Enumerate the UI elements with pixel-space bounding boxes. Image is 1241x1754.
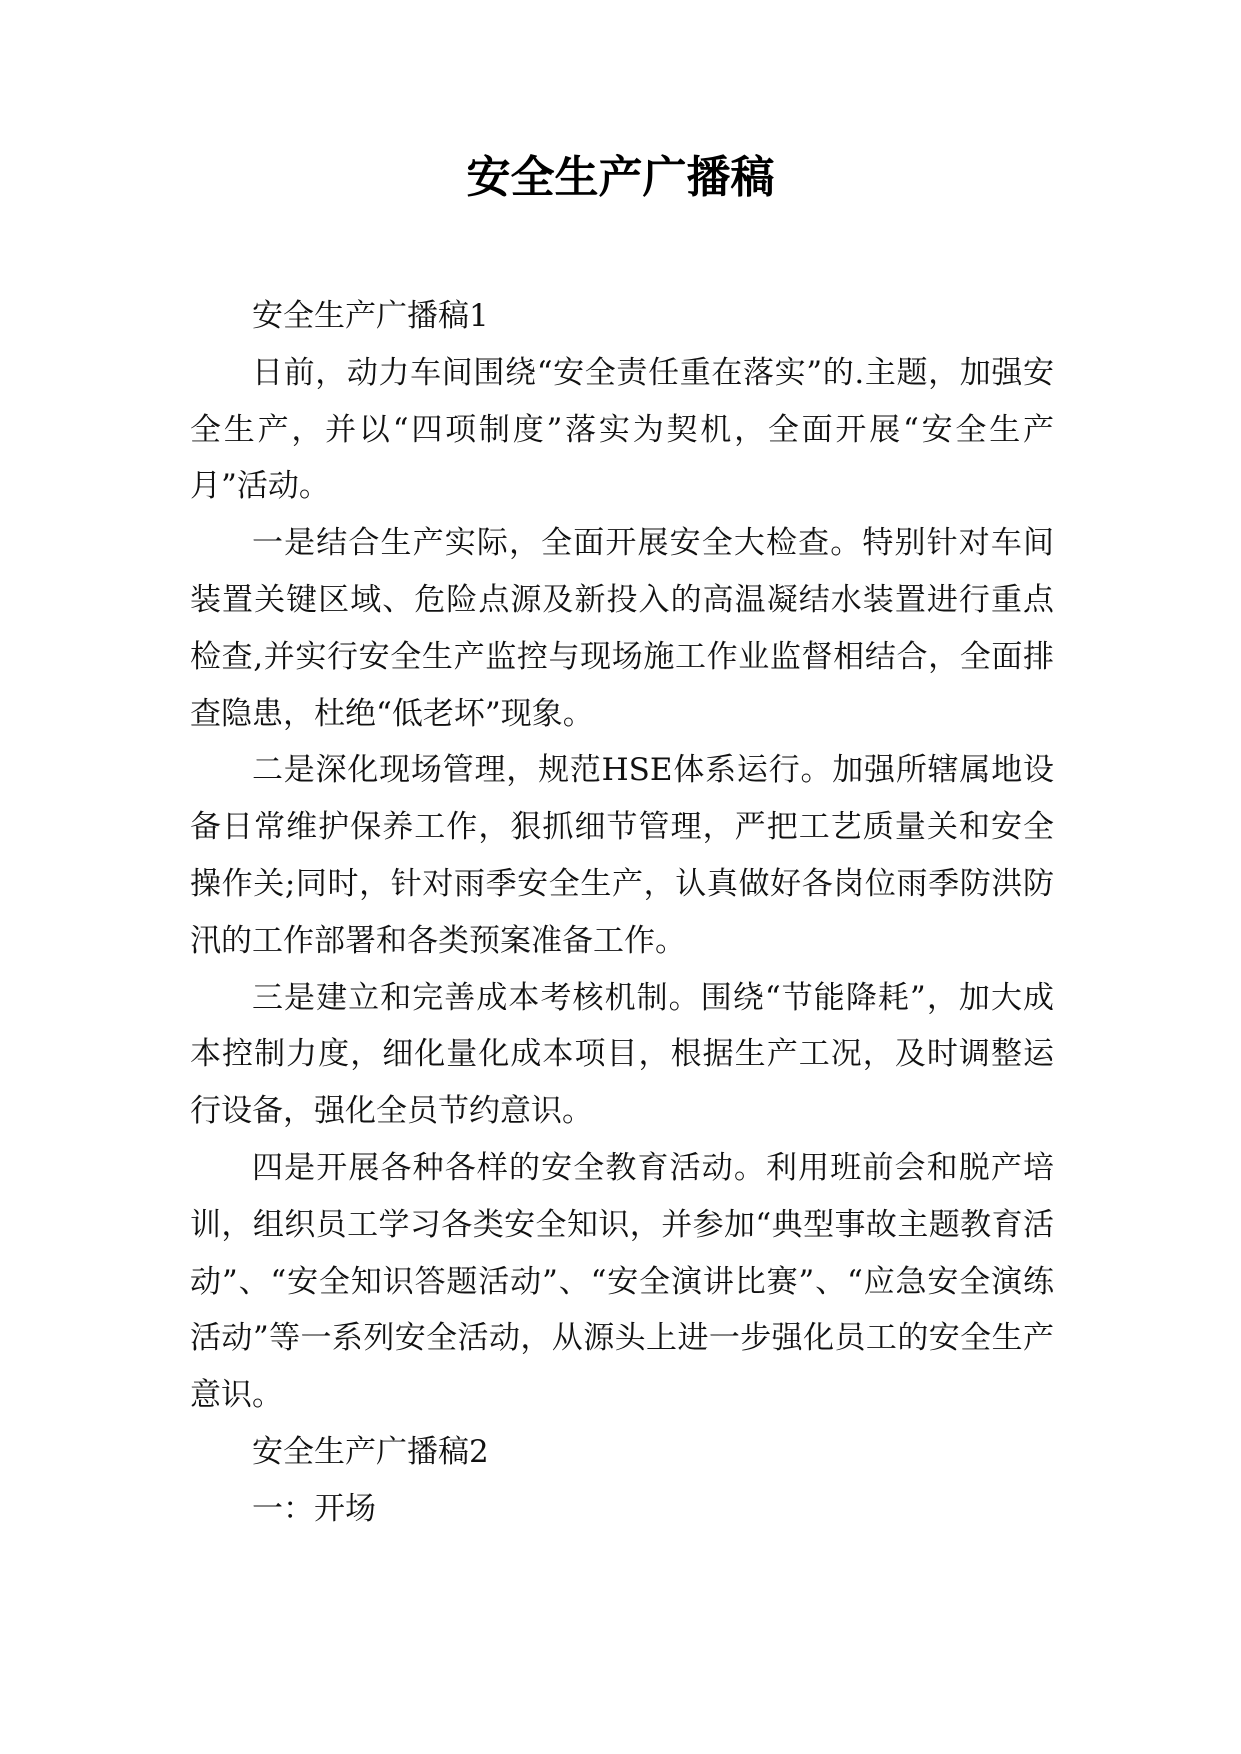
- paragraph-point-4: 四是开展各种各样的安全教育活动。利用班前会和脱产培训，组织员工学习各类安全知识，并参加“典型事故主题教育活动”、“安全知识答题活动”、“安全演讲比赛”、“应急安全演练活动”等一系列安全活动，从源头上进一步强化员工的安全生产意识。: [190, 1149, 1054, 1414]
- paragraph-opening: 一：开场: [252, 1490, 376, 1527]
- section-heading-2: 安全生产广播稿2: [252, 1433, 489, 1470]
- paragraph-intro: 日前，动力车间围绕“安全责任重在落实”的.主题，加强安全生产，并以“四项制度”落实为契机，全面开展“安全生产月”活动。: [190, 354, 1054, 505]
- paragraph-point-2: 二是深化现场管理，规范HSE体系运行。加强所辖属地设备日常维护保养工作，狠抓细节管理，严把工艺质量关和安全操作关;同时，针对雨季安全生产，认真做好各岗位雨季防洪防汛的工作部署和各类预案准备工作。: [190, 752, 1054, 959]
- document-body: [190, 288, 1054, 1538]
- section-heading-1: 安全生产广播稿1: [252, 298, 489, 334]
- document-title: 安全生产广播稿: [466, 152, 775, 203]
- paragraph-point-1: 一是结合生产实际，全面开展安全大检查。特别针对车间装置关键区域、危险点源及新投入的高温凝结水装置进行重点检查,并实行安全生产监控与现场施工作业监督相结合，全面排查隐患，杜绝“低老坏”现象。: [190, 525, 1054, 732]
- paragraph-point-3: 三是建立和完善成本考核机制。围绕“节能降耗”，加大成本控制力度，细化量化成本项目，根据生产工况，及时调整运行设备，强化全员节约意识。: [190, 979, 1054, 1130]
